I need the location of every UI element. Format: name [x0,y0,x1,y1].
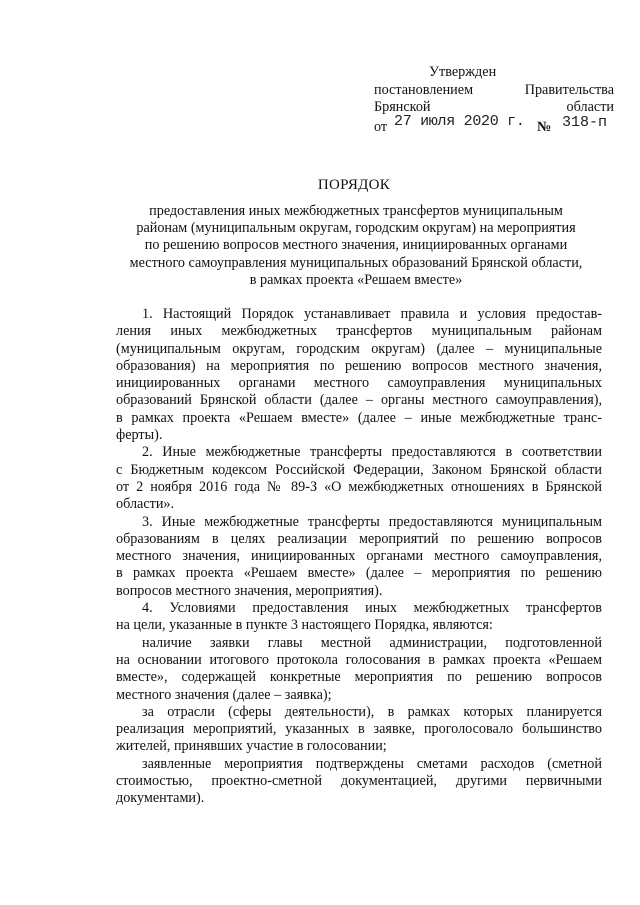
paragraph-1 [116,306,602,444]
text-line: наличие заявки главы местной администрации, подготовленной [142,634,602,651]
document-subtitle [112,203,600,289]
text-line: местного значения (далее – заявка); [116,686,332,703]
text-line: за отрасли (сферы деятельности), в рамках которых планируется [142,703,602,720]
text-line: 2. Иные межбюджетные трансферты предоставляются в соответствии [142,444,602,461]
text-line: от 2 ноября 2016 года № 89-З «О межбюджетных отношениях в Брянской [116,478,602,495]
approval-line-resolution: постановлением Правительства [374,81,614,98]
text-line: реализация мероприятий, указанных в заявке, проголосовало большинство [116,721,602,738]
approval-from-label: от [374,118,388,135]
text-line: ления иных межбюджетных трансфертов муниципальным районам [116,323,602,340]
text-line: жителей, принявших участие в голосовании; [116,738,387,755]
text-line: в рамках проекта «Решаем вместе» (далее – мероприятия по решению [116,565,602,582]
text-line: стоимостью, проектно-сметной документацией, другими первичными [116,773,602,790]
subtitle-line: районам (муниципальным округам, городским округам) на мероприятия [136,220,576,237]
approval-line-approved: Утвержден [429,64,497,80]
text-line: образований Брянской области (далее – органы местного самоуправления), [116,392,602,409]
text-line: в рамках проекта «Решаем вместе» (далее – иные межбюджетные транс- [116,409,602,426]
subtitle-line: по решению вопросов местного значения, инициированных органами [144,237,568,254]
text-line: 1. Настоящий Порядок устанавливает правила и условия предостав- [142,306,602,322]
approval-number: 318-п [562,113,608,131]
paragraph-condition-1 [116,635,602,704]
document-title: ПОРЯДОК [317,177,391,193]
text-line: образованиям в целях реализации мероприятий по решению вопросов [116,530,602,547]
text-line: на цели, указанные в пункте 3 настоящего Порядка, являются: [116,617,493,634]
paragraph-2 [116,444,602,513]
subtitle-line: местного самоуправления муниципальных образований Брянской области, [129,254,583,271]
subtitle-line: предоставления иных межбюджетных трансфертов муниципальным [149,203,563,219]
text-line: местного значения, инициированных органами местного самоуправления, [116,548,602,565]
approval-stamp [374,64,614,137]
approval-line-region: Брянской области [374,99,614,115]
text-line: инициированных органами местного самоуправления муниципальных [116,375,602,392]
approval-date-line [374,112,614,137]
document-body [116,306,602,808]
text-line: (муниципальным округам, городским округам) (далее – муниципальные [116,340,602,357]
paragraph-condition-2 [116,704,602,756]
text-line: с Бюджетным кодексом Российской Федерации, Законом Брянской области [116,461,602,478]
paragraph-3 [116,514,602,600]
text-line: 4. Условиями предоставления иных межбюджетных трансфертов [142,600,602,617]
text-line: образования) на мероприятия по решению вопросов местного значения, [116,357,602,374]
text-line: 3. Иные межбюджетные трансферты предоставляются муниципальным [142,513,602,530]
text-line: вместе», содержащей конкретные мероприятия по решению вопросов [116,669,602,686]
text-line: области». [116,496,175,513]
approval-date: 27 июля 2020 г. [394,112,525,130]
text-line: на основании итогового протокола голосования в рамках проекта «Решаем [116,651,602,668]
text-line: документами). [116,790,205,807]
paragraph-4 [116,600,602,635]
text-line: заявленные мероприятия подтверждены сметами расходов (сметной [142,755,602,772]
approval-number-label: № [537,118,552,135]
subtitle-line: в рамках проекта «Решаем вместе» [249,271,463,288]
paragraph-condition-3 [116,756,602,808]
text-line: вопросов местного значения, мероприятия). [116,582,383,599]
text-line: ферты). [116,427,163,444]
